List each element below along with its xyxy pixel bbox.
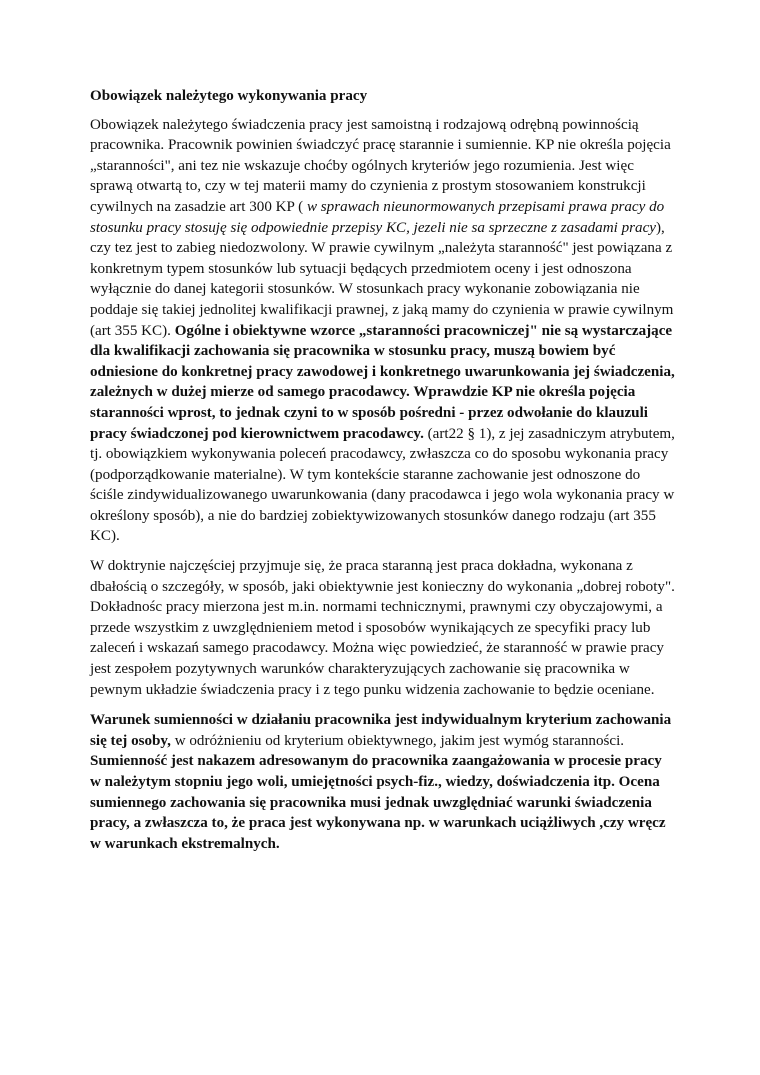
paragraph-1-text-a: Obowiązek należytego świadczenia pracy jest samoistną i rodzajową odrębną powinnością pracownika. Pracownik powinien świadczyć pracę starannie i sumiennie. KP nie określa pojęcia „staranności", ani tez nie wskazuje choćby ogólnych kryteriów jego rozumienia. Jest więc sprawą otwartą to, czy w tej materii mamy do czynienia z prostym stosowaniem konstrukcji cywilnych na zasadzie art 300 KP ( <box>90 116 671 215</box>
paragraph-1-italic-quote: w sprawach nieunormowanych przepisami prawa pracy do stosunku pracy stosuję się odpowiednie przepisy KC, jezeli nie sa sprzeczne z zasadami pracy <box>90 198 665 236</box>
paragraph-3-bold-passage: Sumienność jest nakazem adresowanym do pracownika zaangażowania w procesie pracy w należytym stopniu jego woli, umiejętności psych-fiz., wiedzy, doświadczenia itp. Ocena sumiennego zachowania się pracownika musi jednak uwzględniać warunki świadczenia pracy, a zwłaszcza to, że praca jest wykonywana np. w warunkach uciążliwych ,czy wręcz w warunkach ekstremalnych. <box>90 753 666 852</box>
paragraph-3-bold-lead: Warunek sumienności w działaniu pracownika jest indywidualnym kryterium zachowania się tej osoby, <box>90 712 672 749</box>
paragraph-2: W doktrynie najczęściej przyjmuje się, że praca staranną jest praca dokładna, wykonana z dbałością o szczegóły, w sposób, jaki obiektywnie jest konieczny do wykonania „dobrej roboty". Dokładnośc pracy mierzona jest m.in. normami technicznymi, prawnymi czy obyczajowymi, a przede wszystkim z uwzględnieniem metod i sposobów wynikających ze specyfiki pracy lub zaleceń i wskazań samego pracodawcy. Można więc powiedzieć, że staranność w prawie pracy jest zespołem pozytywnych warunków charakteryzujących zachowanie się pracownika w pewnym układzie świadczenia pracy i z tego punku widzenia zachowanie to będzie oceniane. <box>90 558 675 698</box>
paragraph-3 <box>90 710 676 854</box>
paragraph-1-text-c: (art22 § 1), z jej zasadniczym atrybutem, tj. obowiązkiem wykonywania poleceń pracodawcy, zwłaszcza co do sposobu wykonania pracy (podporządkowanie materialne). W tym kontekście staranne zachowanie jest odnoszone do ściśle zindywidualizowanego uwarunkowania (dany pracodawca i jego wola wykonania pracy w określony sposób), a nie do bardziej zobiektywizowanych stosunków danego rodzaju (art 355 KC). <box>90 425 675 545</box>
document-title: Obowiązek należytego wykonywania pracy <box>90 88 368 104</box>
paragraph-1 <box>90 115 676 547</box>
paragraph-1-text-b: ), czy tez jest to zabieg niedozwolony. W prawie cywilnym „należyta staranność" jest powiązana z konkretnym typem stosunków lub sytuacji będących przedmiotem oceny i jest odnoszona wyłącznie do danej kategorii stosunków. W stosunkach pracy wykonanie zobowiązania nie poddaje się takiej jednolitej kwalifikacji prawnej, z jaką mamy do czynienia w prawie cywilnym (art 355 KC). <box>90 219 674 339</box>
paragraph-3-text: w odróżnieniu od kryterium obiektywnego, jakim jest wymóg staranności. <box>170 732 625 749</box>
document-page <box>90 86 676 863</box>
paragraph-1-bold-passage: Ogólne i obiektywne wzorce „staranności pracowniczej" nie są wystarczające dla kwalifikacji zachowania się pracownika w stosunku pracy, muszą bowiem być odniesione do konkretnej pracy zawodowej i konkretnego uwarunkowania jej świadczenia, zależnych w dużej mierze od samego pracodawcy. Wprawdzie KP nie określa pojęcia staranności wprost, to jednak czyni to w sposób pośredni - przez odwołanie do klauzuli pracy świadczonej pod kierownictwem pracodawcy. <box>90 322 675 442</box>
